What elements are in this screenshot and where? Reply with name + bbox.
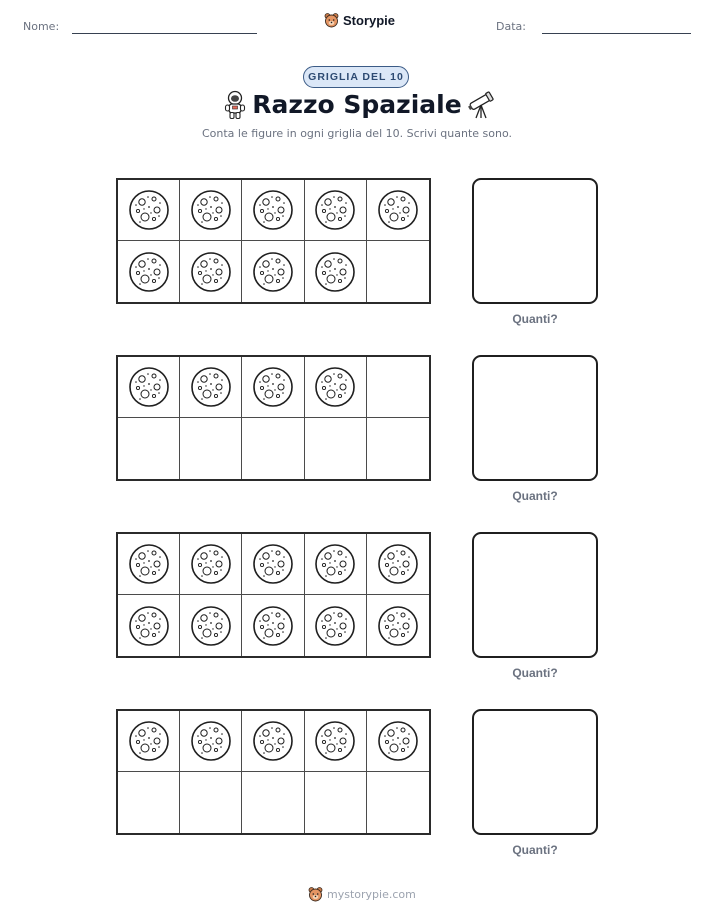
ten-frame-cell bbox=[367, 534, 429, 595]
ten-frame-cell bbox=[367, 418, 429, 479]
ten-frame-cell bbox=[367, 595, 429, 656]
bear-logo-icon bbox=[324, 12, 339, 28]
ten-frame-cell bbox=[118, 534, 180, 595]
moon-icon bbox=[377, 605, 419, 647]
moon-icon bbox=[314, 720, 356, 762]
moon-icon bbox=[128, 366, 170, 408]
answer-label: Quanti? bbox=[512, 312, 558, 326]
ten-frame-cell bbox=[180, 772, 242, 833]
ten-frame-cell bbox=[242, 711, 304, 772]
moon-icon bbox=[252, 251, 294, 293]
moon-icon bbox=[377, 189, 419, 231]
ten-frame-cell bbox=[367, 241, 429, 302]
moon-icon bbox=[314, 543, 356, 585]
ten-frame-cell bbox=[180, 418, 242, 479]
moon-icon bbox=[128, 251, 170, 293]
name-label: Nome: bbox=[23, 20, 60, 33]
brand-name: Storypie bbox=[343, 12, 396, 28]
date-field[interactable] bbox=[542, 33, 691, 34]
answer-box[interactable] bbox=[472, 532, 598, 658]
ten-frame-3 bbox=[116, 532, 431, 658]
answer-box[interactable] bbox=[472, 178, 598, 304]
answer-label: Quanti? bbox=[512, 489, 558, 503]
ten-frame-cell bbox=[242, 357, 304, 418]
ten-frame-cell bbox=[242, 180, 304, 241]
ten-frame-2 bbox=[116, 355, 431, 481]
moon-icon bbox=[128, 720, 170, 762]
footer bbox=[308, 886, 416, 902]
ten-frame-cell bbox=[305, 241, 367, 302]
ten-frame-cell bbox=[242, 418, 304, 479]
moon-icon bbox=[252, 543, 294, 585]
moon-icon bbox=[190, 189, 232, 231]
ten-frame-cell bbox=[367, 772, 429, 833]
answer-box[interactable] bbox=[472, 355, 598, 481]
brand-logo bbox=[324, 12, 395, 28]
ten-frame-cell bbox=[118, 418, 180, 479]
ten-frame-cell bbox=[118, 595, 180, 656]
footer-url: mystorypie.com bbox=[327, 887, 416, 901]
moon-icon bbox=[128, 543, 170, 585]
ten-frame-4 bbox=[116, 709, 431, 835]
moon-icon bbox=[252, 189, 294, 231]
moon-icon bbox=[314, 366, 356, 408]
page-title: Razzo Spaziale bbox=[252, 90, 462, 119]
ten-frame-cell bbox=[118, 357, 180, 418]
ten-frame-cell bbox=[242, 534, 304, 595]
answer-label: Quanti? bbox=[512, 666, 558, 680]
ten-frame-cell bbox=[180, 595, 242, 656]
ten-frame-cell bbox=[242, 241, 304, 302]
answer-label: Quanti? bbox=[512, 843, 558, 857]
date-label: Data: bbox=[496, 20, 526, 33]
ten-frame-cell bbox=[305, 534, 367, 595]
answer-box[interactable] bbox=[472, 709, 598, 835]
ten-frame-cell bbox=[305, 357, 367, 418]
name-field[interactable] bbox=[72, 33, 257, 34]
ten-frame-cell bbox=[180, 711, 242, 772]
ten-frame-cell bbox=[367, 711, 429, 772]
ten-frame-cell bbox=[242, 595, 304, 656]
ten-frame-cell bbox=[305, 772, 367, 833]
moon-icon bbox=[314, 189, 356, 231]
telescope-icon bbox=[466, 90, 496, 120]
moon-icon bbox=[252, 720, 294, 762]
ten-frame-cell bbox=[367, 357, 429, 418]
ten-frame-cell bbox=[180, 534, 242, 595]
moon-icon bbox=[128, 605, 170, 647]
worksheet-type-badge: GRIGLIA DEL 10 bbox=[303, 66, 409, 88]
ten-frame-cell bbox=[180, 180, 242, 241]
moon-icon bbox=[314, 251, 356, 293]
moon-icon bbox=[314, 605, 356, 647]
ten-frame-cell bbox=[118, 241, 180, 302]
ten-frame-cell bbox=[305, 595, 367, 656]
ten-frame-cell bbox=[305, 711, 367, 772]
ten-frame-cell bbox=[242, 772, 304, 833]
moon-icon bbox=[252, 366, 294, 408]
ten-frame-cell bbox=[180, 241, 242, 302]
ten-frame-cell bbox=[367, 180, 429, 241]
ten-frame-cell bbox=[305, 418, 367, 479]
bear-logo-icon bbox=[308, 886, 323, 902]
moon-icon bbox=[128, 189, 170, 231]
moon-icon bbox=[190, 720, 232, 762]
moon-icon bbox=[252, 605, 294, 647]
ten-frame-cell bbox=[118, 180, 180, 241]
ten-frame-cell bbox=[305, 180, 367, 241]
ten-frame-cell bbox=[180, 357, 242, 418]
moon-icon bbox=[190, 543, 232, 585]
ten-frame-cell bbox=[118, 772, 180, 833]
moon-icon bbox=[190, 251, 232, 293]
moon-icon bbox=[377, 543, 419, 585]
ten-frame-cell bbox=[118, 711, 180, 772]
moon-icon bbox=[190, 366, 232, 408]
instructions: Conta le figure in ogni griglia del 10. Scrivi quante sono. bbox=[201, 127, 512, 140]
ten-frame-1 bbox=[116, 178, 431, 304]
moon-icon bbox=[190, 605, 232, 647]
moon-icon bbox=[377, 720, 419, 762]
